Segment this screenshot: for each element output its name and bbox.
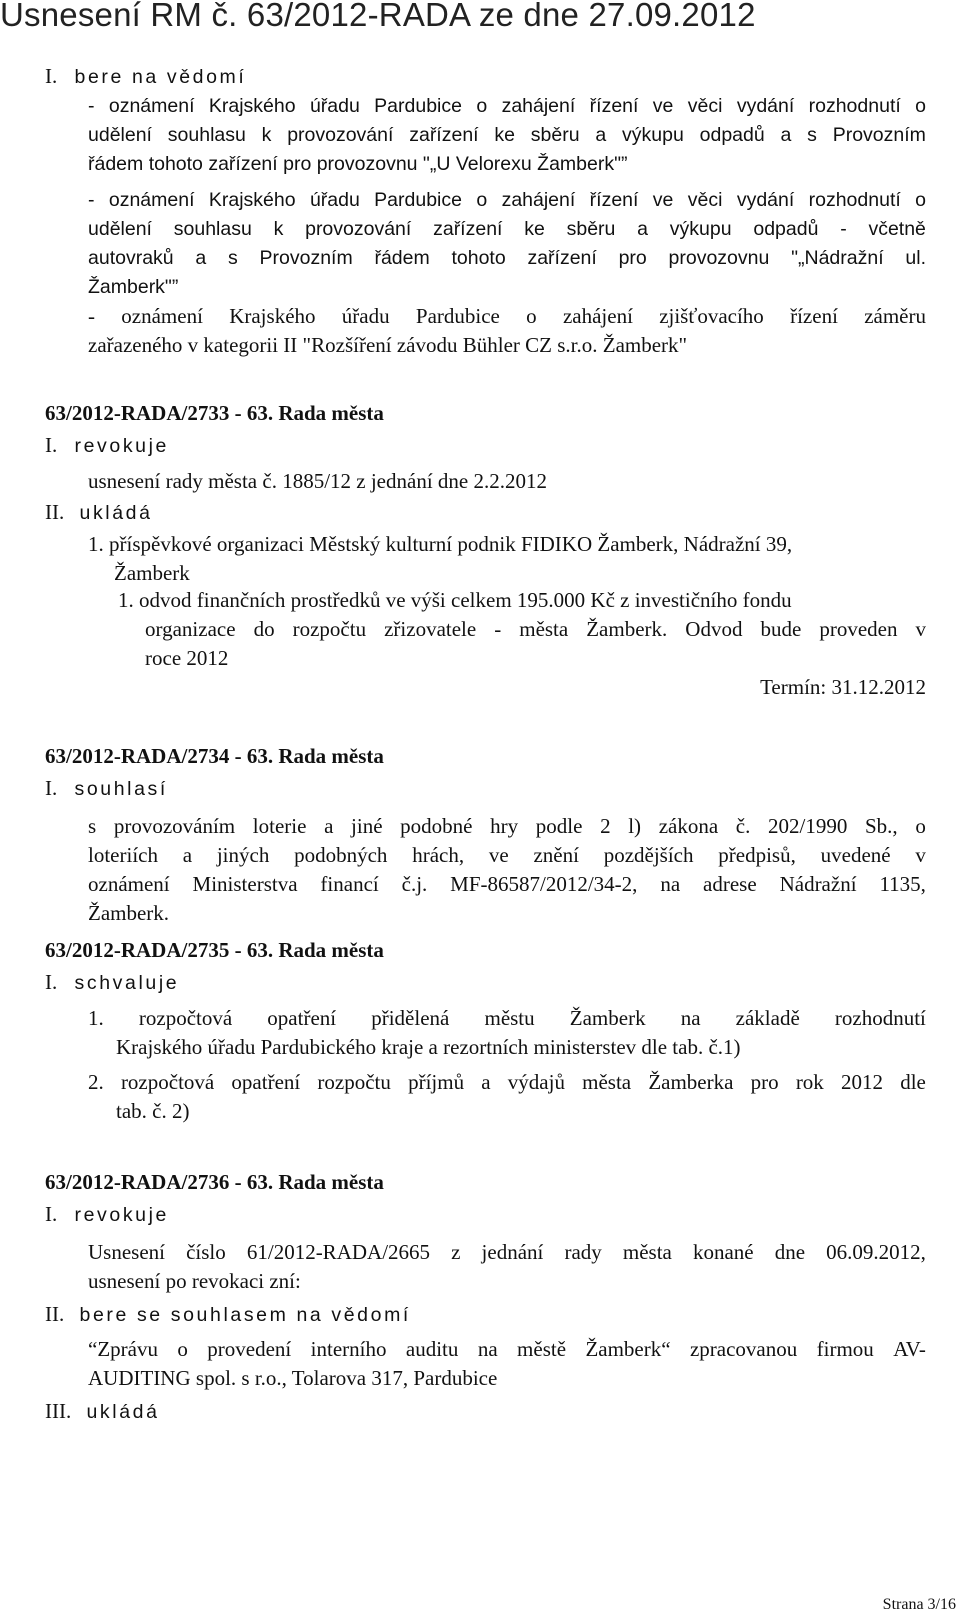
word: věci	[687, 189, 723, 211]
word: s	[228, 247, 238, 269]
word: pro	[750, 1070, 779, 1094]
roman-numeral: I.	[45, 970, 58, 994]
word: zákona	[658, 814, 719, 838]
word: opatření	[231, 1070, 301, 1094]
word: oznámení	[121, 304, 203, 328]
word: dle	[900, 1070, 926, 1094]
word: městě	[517, 1337, 567, 1361]
word: a	[324, 814, 334, 838]
word: uvedené	[820, 843, 891, 867]
text-line	[88, 95, 926, 118]
word: auditu	[405, 1337, 459, 1361]
word: úřadu	[309, 189, 360, 211]
word: MF-86587/2012/34-2,	[450, 872, 638, 896]
text-line	[88, 247, 926, 270]
word: udělení	[88, 218, 152, 240]
word: zjišťovacího	[659, 304, 764, 328]
resolution-verb: revokuje	[74, 1204, 170, 1226]
word: financí	[320, 872, 379, 896]
word: rady	[564, 1240, 602, 1264]
word: podobných	[294, 843, 388, 867]
text-line	[88, 124, 926, 147]
word: na	[680, 1006, 701, 1030]
word: Žamberk.	[586, 617, 668, 641]
word: sběru	[530, 124, 580, 146]
word: na	[660, 872, 681, 896]
word: 61/2012-RADA/2665	[246, 1240, 431, 1264]
word: města	[582, 1070, 632, 1094]
word: příjmů	[408, 1070, 465, 1094]
word: rozhodnutí	[808, 189, 901, 211]
word: města	[519, 617, 569, 641]
word: Usnesení	[88, 1240, 165, 1264]
word: ke	[524, 218, 545, 240]
word: “Zprávu	[88, 1337, 158, 1361]
roman-numeral: I.	[45, 1202, 58, 1226]
word: výkupu	[622, 124, 684, 146]
word: 2.	[88, 1070, 104, 1094]
word: Pardubice	[415, 304, 500, 328]
word: a	[481, 1070, 491, 1094]
resolution-verb: souhlasí	[74, 778, 168, 800]
text-line	[88, 1070, 926, 1095]
text-line: 1. odvod finančních prostředků ve výši celkem 195.000 Kč z investičního fondu	[118, 588, 792, 612]
word: 202/1990	[768, 814, 848, 838]
text-line: AUDITING spol. s r.o., Tolarova 317, Pardubice	[88, 1366, 498, 1390]
word: zařízení	[433, 218, 503, 240]
word: na	[477, 1337, 498, 1361]
text-line: zařazeného v kategorii II "Rozšíření závodu Bühler CZ s.r.o. Žamberk"	[88, 333, 688, 357]
word: o	[915, 95, 926, 117]
word: 2	[600, 814, 611, 838]
roman-numeral: II.	[45, 1302, 65, 1326]
resolution-verb: ukládá	[79, 502, 153, 524]
resolution-verb: bere se souhlasem na vědomí	[79, 1304, 411, 1326]
roman-numeral: I.	[45, 64, 58, 88]
word: Žamberka	[648, 1070, 734, 1094]
word: Odvod	[685, 617, 743, 641]
resolution-verb: schvaluje	[74, 972, 180, 994]
word: 1135,	[879, 872, 926, 896]
roman-numeral: III.	[45, 1399, 72, 1423]
word: s	[88, 814, 97, 838]
word: udělení	[88, 124, 152, 146]
text-line	[88, 1240, 926, 1265]
word: č.j.	[401, 872, 428, 896]
word: sběru	[566, 218, 616, 240]
word: s	[807, 124, 817, 146]
word: oznámení	[108, 189, 195, 211]
word: dne	[774, 1240, 806, 1264]
text-line	[88, 1337, 926, 1362]
word: loteriích	[88, 843, 158, 867]
section-heading	[45, 433, 169, 458]
resolution-heading: 63/2012-RADA/2735 - 63. Rada města	[45, 938, 384, 962]
word: ke	[494, 124, 515, 146]
section-heading	[45, 970, 179, 995]
word: a	[595, 124, 607, 146]
word: proveden	[819, 617, 898, 641]
word: Ministerstva	[192, 872, 298, 896]
roman-numeral: II.	[45, 500, 65, 524]
word: městu	[484, 1006, 535, 1030]
word: řízení	[589, 189, 639, 211]
resolution-heading: 63/2012-RADA/2733 - 63. Rada města	[45, 401, 384, 425]
word: provozování	[287, 124, 394, 146]
text-line: usnesení po revokaci zní:	[88, 1269, 301, 1293]
word: a	[182, 843, 193, 867]
word: řízení	[589, 95, 639, 117]
word: ve	[652, 189, 674, 211]
word: konané	[692, 1240, 754, 1264]
word: o	[177, 1337, 188, 1361]
text-line: řádem tohoto zařízení pro provozovnu "„U Velorexu Žamberk"”	[88, 153, 628, 175]
text-line: usnesení rady města č. 1885/12 z jednání dne 2.2.2012	[88, 469, 547, 493]
word: vydání	[736, 189, 795, 211]
section-heading	[45, 1302, 411, 1327]
word: a	[780, 124, 792, 146]
word: jiné	[351, 814, 383, 838]
word: souhlasu	[173, 218, 252, 240]
text-line	[88, 814, 926, 839]
word: města	[622, 1240, 672, 1264]
word: provozovnu	[668, 247, 770, 269]
word: základě	[735, 1006, 800, 1030]
roman-numeral: I.	[45, 433, 58, 457]
word: rozpočtová	[138, 1006, 233, 1030]
word: a	[637, 218, 649, 240]
word: hry	[490, 814, 519, 838]
word: provedení	[207, 1337, 292, 1361]
resolution-verb: ukládá	[86, 1401, 160, 1423]
word: pozdějších	[603, 843, 694, 867]
word: souhlasu	[167, 124, 246, 146]
section-heading	[45, 1202, 169, 1227]
word: AV-	[893, 1337, 926, 1361]
word: Žamberk	[569, 1006, 646, 1030]
section-heading	[45, 500, 153, 525]
resolution-verb: revokuje	[74, 435, 170, 457]
word: provozováním	[113, 814, 236, 838]
word: provozování	[305, 218, 412, 240]
text-line	[145, 617, 926, 642]
word: úřadu	[341, 304, 390, 328]
word: oznámení	[108, 95, 195, 117]
word: řízení	[790, 304, 838, 328]
word: Sb.,	[865, 814, 898, 838]
word: Pardubice	[374, 95, 462, 117]
word: jednání	[481, 1240, 544, 1264]
word: -	[494, 617, 502, 641]
word: a	[195, 247, 207, 269]
word: "„Nádražní	[791, 247, 884, 269]
word: podle	[535, 814, 583, 838]
word: -	[88, 304, 95, 328]
word: 2012	[841, 1070, 883, 1094]
word: z	[451, 1240, 461, 1264]
word: jiných	[216, 843, 270, 867]
text-line: tab. č. 2)	[116, 1099, 190, 1123]
text-line: Žamberk.	[88, 901, 170, 925]
word: l)	[628, 814, 642, 838]
word: o	[915, 814, 926, 838]
word: do	[253, 617, 275, 641]
roman-numeral: I.	[45, 776, 58, 800]
word: rozpočtová	[120, 1070, 215, 1094]
word: Krajského	[208, 189, 296, 211]
word: v	[915, 843, 926, 867]
word: -	[840, 218, 847, 240]
word: ve	[652, 95, 674, 117]
word: rok	[795, 1070, 824, 1094]
word: č.	[735, 814, 751, 838]
word: vydání	[736, 95, 795, 117]
word: o	[915, 189, 926, 211]
word: Provozním	[259, 247, 353, 269]
word: předpisů,	[718, 843, 796, 867]
word: Nádražní	[779, 872, 857, 896]
word: hrách,	[412, 843, 465, 867]
word: zpracovanou	[689, 1337, 798, 1361]
resolution-heading: 63/2012-RADA/2734 - 63. Rada města	[45, 744, 384, 768]
word: o	[476, 95, 488, 117]
section-heading	[45, 1399, 160, 1424]
section-heading	[45, 64, 246, 89]
word: zahájení	[501, 95, 576, 117]
deadline: Termín: 31.12.2012	[760, 675, 926, 699]
word: úřadu	[309, 95, 360, 117]
word: odpadů	[699, 124, 765, 146]
word: přidělená	[371, 1006, 450, 1030]
word: bude	[760, 617, 802, 641]
word: firmou	[816, 1337, 874, 1361]
section-heading	[45, 776, 168, 801]
word: Pardubice	[374, 189, 462, 211]
resolution-verb: bere na vědomí	[74, 66, 247, 88]
text-line: Žamberk	[114, 561, 190, 585]
word: o	[476, 189, 488, 211]
word: -	[88, 189, 95, 211]
word: 1.	[88, 1006, 104, 1030]
word: tohoto	[451, 247, 506, 269]
word: rozpočtu	[317, 1070, 391, 1094]
word: zahájení	[501, 189, 576, 211]
word: řádem	[374, 247, 430, 269]
document-title: Usnesení RM č. 63/2012-RADA ze dne 27.09.2012	[0, 0, 756, 33]
word: organizace	[145, 617, 236, 641]
word: Krajského	[229, 304, 316, 328]
word: zřizovatele	[384, 617, 477, 641]
text-line	[88, 1006, 926, 1031]
word: ve	[488, 843, 509, 867]
word: autovraků	[88, 247, 174, 269]
word: opatření	[267, 1006, 337, 1030]
word: znění	[533, 843, 579, 867]
word: o	[526, 304, 537, 328]
text-line	[88, 218, 926, 241]
word: v	[915, 617, 926, 641]
word: pro	[618, 247, 647, 269]
text-line: Krajského úřadu Pardubického kraje a rezortních ministerstev dle tab. č.1)	[116, 1035, 741, 1059]
word: adrese	[703, 872, 757, 896]
word: ul.	[905, 247, 926, 269]
word: zahájení	[562, 304, 633, 328]
word: zařízení	[409, 124, 479, 146]
text-line: Žamberk"”	[88, 276, 179, 298]
word: interního	[310, 1337, 387, 1361]
word: -	[88, 95, 95, 117]
word: 06.09.2012,	[826, 1240, 926, 1264]
word: Žamberk“	[585, 1337, 671, 1361]
word: zařízení	[527, 247, 597, 269]
word: podobné	[400, 814, 473, 838]
word: loterie	[252, 814, 307, 838]
text-line: roce 2012	[145, 646, 229, 670]
page-number: Strana 3/16	[882, 1596, 956, 1613]
word: rozhodnutí	[808, 95, 901, 117]
word: Krajského	[208, 95, 296, 117]
word: výkupu	[669, 218, 732, 240]
text-line	[88, 843, 926, 868]
word: záměru	[864, 304, 926, 328]
word: rozpočtu	[292, 617, 367, 641]
word: oznámení	[88, 872, 170, 896]
word: rozhodnutí	[834, 1006, 926, 1030]
text-line	[88, 872, 926, 897]
word: výdajů	[507, 1070, 565, 1094]
text-line	[88, 304, 926, 329]
word: včetně	[868, 218, 926, 240]
text-line: 1. příspěvkové organizaci Městský kulturní podnik FIDIKO Žamberk, Nádražní 39,	[88, 532, 793, 556]
word: věci	[687, 95, 723, 117]
resolution-heading: 63/2012-RADA/2736 - 63. Rada města	[45, 1170, 384, 1194]
word: číslo	[186, 1240, 226, 1264]
word: k	[261, 124, 272, 146]
text-line	[88, 189, 926, 212]
word: odpadů	[753, 218, 819, 240]
word: Provozním	[832, 124, 926, 146]
word: k	[273, 218, 284, 240]
